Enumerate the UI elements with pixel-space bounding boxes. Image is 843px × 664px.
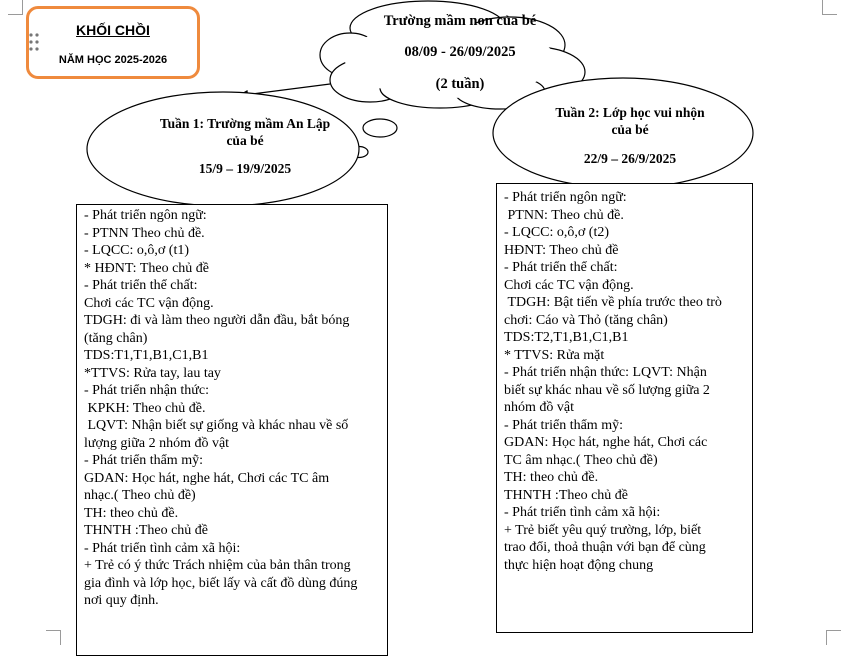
week1-line: - LQCC: o,ô,ơ (t1) — [84, 243, 190, 258]
week2-line: TH: theo chủ đề. — [504, 470, 599, 485]
week2-line: biết sự khác nhau về số lượng giữa 2 — [504, 382, 710, 398]
week1-line: - Phát triển ngôn ngữ: — [84, 208, 207, 223]
week2-line: GDAN: Học hát, nghe hát, Chơi các — [504, 435, 708, 450]
week2-dates: 22/9 – 26/9/2025 — [583, 151, 677, 166]
week1-line: nơi quy định. — [84, 593, 159, 608]
week1-line: nhạc.( Theo chủ đề) — [84, 488, 196, 503]
week1-line: - Phát triển tình cảm xã hội: — [84, 540, 241, 556]
week1-title-line2: của bé — [226, 133, 264, 148]
week2-title-line2: của bé — [611, 122, 649, 137]
grade-label-box — [26, 6, 200, 79]
week1-line: - PTNN Theo chủ đề. — [84, 225, 205, 241]
week2-line: TC âm nhạc.( Theo chủ đề) — [504, 452, 658, 468]
week1-line: TDGH: đi và làm theo người dẫn đầu, bắt bóng — [84, 313, 350, 328]
week2-title-line1: Tuần 2: Lớp học vui nhộn — [555, 105, 705, 120]
week2-line: thực hiện hoạt động chung — [504, 557, 654, 573]
school-year: NĂM HỌC 2025-2026 — [58, 54, 168, 66]
week1-line: Chơi các TC vận động. — [84, 295, 214, 311]
week1-line: GDAN: Học hát, nghe hát, Chơi các TC âm — [84, 470, 330, 486]
week1-line: LQVT: Nhận biết sự giống và khác nhau về số — [84, 418, 349, 433]
week2-content-box — [496, 183, 753, 633]
week1-dates: 15/9 – 19/9/2025 — [198, 161, 292, 176]
week1-line: *TTVS: Rửa tay, lau tay — [84, 365, 221, 381]
drag-handle-icon[interactable] — [29, 32, 39, 52]
week2-line: trao đổi, thoả thuận với bạn để cùng — [504, 540, 706, 555]
week1-line: TDS:T1,T1,B1,C1,B1 — [84, 348, 209, 363]
week1-line: (tăng chân) — [84, 330, 148, 346]
week2-line: + Trẻ biết yêu quý trường, lớp, biết — [504, 522, 702, 538]
week2-line: - LQCC: o,ô,ơ (t2) — [504, 225, 610, 240]
week2-line: - Phát triển thể chất: — [504, 260, 618, 275]
week1-line: KPKH: Theo chủ đề. — [84, 400, 206, 416]
week1-line: gia đình và lớp học, biết lấy và cất đồ dùng đúng — [84, 575, 358, 591]
week2-line: PTNN: Theo chủ đề. — [504, 207, 624, 223]
week1-line: - Phát triển nhận thức: — [84, 383, 210, 398]
week1-content-box — [76, 204, 388, 656]
grade-title: KHỐI CHỒI — [76, 22, 150, 38]
week1-line: THNTH :Theo chủ đề — [84, 523, 209, 538]
theme-duration: (2 tuần) — [435, 76, 485, 92]
week1-title-line1: Tuần 1: Trường mầm An Lập — [159, 116, 331, 131]
week2-line: chơi: Cáo và Thỏ (tăng chân) — [504, 312, 668, 328]
week2-line: TDS:T2,T1,B1,C1,B1 — [504, 330, 629, 345]
week2-line: - Phát triển nhận thức: LQVT: Nhận — [504, 365, 707, 380]
week2-line: - Phát triển tình cảm xã hội: — [504, 505, 661, 520]
week2-line: Chơi các TC vận động. — [504, 277, 634, 293]
week2-line: * TTVS: Rửa mặt — [504, 347, 605, 363]
week2-line: THNTH :Theo chủ đề — [504, 487, 629, 503]
week1-line: lượng giữa 2 nhóm đồ vật — [84, 435, 230, 451]
theme-title: Trường mầm non của bé — [383, 13, 537, 29]
week1-line: * HĐNT: Theo chủ đề — [84, 260, 210, 276]
week2-line: HĐNT: Theo chủ đề — [504, 242, 619, 258]
week1-line: - Phát triển thẩm mỹ: — [84, 453, 203, 468]
theme-dates: 08/09 - 26/09/2025 — [404, 44, 516, 60]
week2-line: - Phát triển ngôn ngữ: — [504, 190, 627, 205]
week1-line: - Phát triển thể chất: — [84, 278, 198, 293]
week2-line: - Phát triển thẩm mỹ: — [504, 417, 623, 433]
week1-line: TH: theo chủ đề. — [84, 505, 179, 521]
week1-line: + Trẻ có ý thức Trách nhiệm của bản thân trong — [84, 558, 351, 573]
week2-line: nhóm đồ vật — [504, 400, 574, 415]
week2-line: TDGH: Bật tiến về phía trước theo trò — [504, 295, 722, 310]
